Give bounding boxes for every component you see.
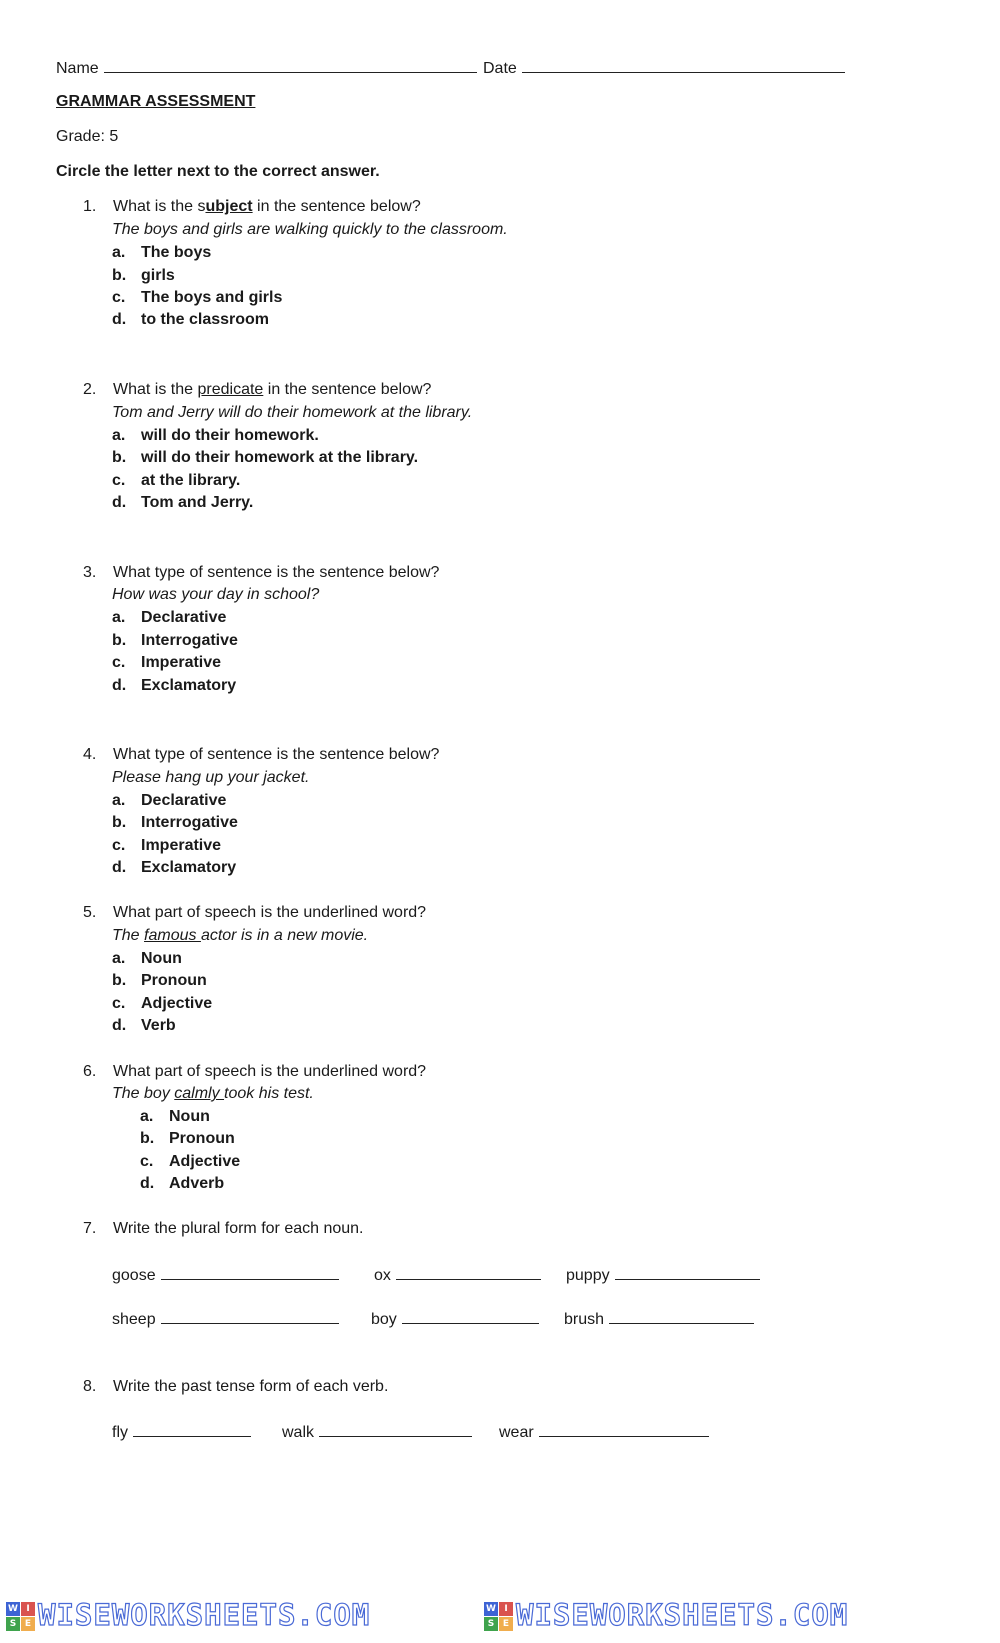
option-letter[interactable]: a. [140,1108,154,1125]
answer-line[interactable] [615,1265,760,1280]
question-number: 5. [83,904,97,921]
option-letter[interactable]: a. [112,950,126,967]
option-letter[interactable]: b. [112,449,127,466]
footer-watermark [0,1596,1000,1636]
answer-option[interactable] [112,836,221,856]
option-letter[interactable]: b. [112,632,127,649]
sentence-part: actor is in a new movie. [200,927,369,944]
option-text: Adjective [169,1153,241,1170]
question-8 [83,1377,388,1397]
logo-icon [6,1602,36,1632]
answer-option[interactable] [112,608,226,628]
question-6 [83,1062,426,1082]
answer-option[interactable] [112,493,253,513]
answer-line[interactable] [539,1422,709,1437]
word-label: walk [282,1424,315,1441]
answer-blank[interactable] [499,1422,709,1443]
answer-line[interactable] [402,1309,539,1324]
question-3 [83,563,439,583]
word-label: goose [112,1267,156,1284]
answer-option[interactable] [112,971,207,991]
date-field[interactable] [483,58,845,79]
answer-option[interactable] [140,1174,224,1194]
word-label: fly [112,1424,128,1441]
question-4 [83,745,439,765]
option-text: Noun [169,1108,210,1125]
sentence-part: took his test. [224,1085,314,1102]
option-text: Verb [141,1017,176,1034]
question-text: What is the [113,381,198,398]
question-text: Write the past tense form of each verb. [113,1378,389,1395]
example-sentence [112,1084,314,1104]
answer-option[interactable] [112,426,319,446]
option-text: will do their homework. [141,427,319,444]
answer-line[interactable] [396,1265,541,1280]
question-number: 7. [83,1220,97,1237]
logo-letter: W [6,1602,20,1616]
answer-blank[interactable] [112,1309,339,1330]
logo-letter: I [499,1602,513,1616]
option-text: will do their homework at the library. [141,449,419,466]
logo-letter: I [21,1602,35,1616]
name-field[interactable] [56,58,477,79]
question-number: 2. [83,381,97,398]
logo-letter: S [484,1617,498,1631]
option-letter[interactable]: b. [112,972,127,989]
option-text: Interrogative [141,632,238,649]
answer-option[interactable] [112,310,269,330]
question-number: 4. [83,746,97,763]
question-text: What part of speech is the underlined word? [113,1063,427,1080]
option-letter[interactable]: d. [112,859,127,876]
answer-option[interactable] [112,448,418,468]
option-text: Declarative [141,792,227,809]
option-text: Declarative [141,609,227,626]
question-text: Write the plural form for each noun. [113,1220,364,1237]
question-number: 6. [83,1063,97,1080]
brand-text: WISEWORKSHEETS.COM [38,1598,371,1632]
example-sentence: The boys and girls are walking quickly to the classroom. [112,221,508,238]
example-sentence: How was your day in school? [112,586,320,603]
option-letter[interactable]: d. [140,1175,155,1192]
answer-line[interactable] [133,1422,251,1437]
option-letter[interactable]: d. [112,677,127,694]
logo-letter: E [21,1617,35,1631]
answer-option[interactable] [140,1107,210,1127]
option-text: Imperative [141,837,222,854]
answer-line[interactable] [161,1265,339,1280]
word-label: sheep [112,1311,156,1328]
option-letter[interactable]: b. [140,1130,155,1147]
option-letter[interactable]: b. [112,267,127,284]
logo-icon [484,1602,514,1632]
underlined-word: famous [144,927,201,944]
word-label: brush [564,1311,605,1328]
option-text: to the classroom [141,311,270,328]
page-title: GRAMMAR ASSESSMENT [56,93,256,110]
keyword-subject: ubject [205,198,253,215]
option-letter[interactable]: d. [112,311,127,328]
answer-line[interactable] [161,1309,339,1324]
name-line[interactable] [104,58,477,73]
option-text: Tom and Jerry. [141,494,254,511]
option-letter[interactable]: c. [140,1153,154,1170]
brand-text: WISEWORKSHEETS.COM [516,1598,849,1632]
word-label: puppy [566,1267,610,1284]
answer-option[interactable] [112,676,236,696]
logo-letter: S [6,1617,20,1631]
answer-option[interactable] [112,1016,176,1036]
answer-option[interactable] [112,813,238,833]
answer-option[interactable] [112,858,236,878]
question-text: What type of sentence is the sentence below? [113,746,440,763]
option-text: Adverb [169,1175,225,1192]
sentence-part: The boy [112,1085,175,1102]
logo-letter: W [484,1602,498,1616]
question-text: What is the s [113,198,206,215]
answer-option[interactable] [112,994,212,1014]
option-letter[interactable]: c. [112,654,126,671]
name-label: Name [56,60,99,77]
option-text: Pronoun [169,1130,235,1147]
question-2 [83,380,431,400]
word-label: ox [374,1267,391,1284]
answer-blank[interactable] [282,1422,472,1443]
option-text: Exclamatory [141,859,237,876]
option-text: Adjective [141,995,213,1012]
date-label: Date [483,60,517,77]
grade-label: Grade: 5 [56,128,119,145]
answer-option[interactable] [112,288,282,308]
option-text: Imperative [141,654,222,671]
answer-blank[interactable] [371,1309,539,1330]
logo-letter: E [499,1617,513,1631]
answer-option[interactable] [112,631,238,651]
answer-option[interactable] [140,1152,240,1172]
answer-option[interactable] [112,653,221,673]
sentence-part: The [112,927,145,944]
answer-blank[interactable] [374,1265,541,1286]
question-7 [83,1219,364,1239]
option-letter[interactable]: d. [112,1017,127,1034]
question-number: 8. [83,1378,97,1395]
keyword-predicate: predicate [197,381,264,398]
example-sentence [112,926,368,946]
option-letter[interactable]: c. [112,289,126,306]
option-letter[interactable]: b. [112,814,127,831]
question-5 [83,903,426,923]
answer-line[interactable] [609,1309,754,1324]
option-text: The boys and girls [141,289,283,306]
question-number: 3. [83,564,97,581]
example-sentence: Please hang up your jacket. [112,769,310,786]
instruction-text: Circle the letter next to the correct answer. [56,163,380,180]
answer-blank[interactable] [564,1309,754,1330]
answer-option[interactable] [140,1129,235,1149]
answer-option[interactable] [112,791,226,811]
answer-option[interactable] [112,949,182,969]
option-letter[interactable]: a. [112,609,126,626]
underlined-word: calmly [174,1085,225,1102]
question-text: What type of sentence is the sentence below? [113,564,440,581]
answer-blank[interactable] [112,1422,251,1443]
date-line[interactable] [522,58,845,73]
question-text: in the sentence below? [252,198,421,215]
answer-blank[interactable] [566,1265,760,1286]
answer-option[interactable] [112,243,211,263]
answer-option[interactable] [112,471,240,491]
word-label: wear [499,1424,534,1441]
answer-line[interactable] [319,1422,472,1437]
option-letter[interactable]: c. [112,837,126,854]
option-text: at the library. [141,472,241,489]
question-1 [83,197,421,217]
question-text: in the sentence below? [263,381,432,398]
option-text: Exclamatory [141,677,237,694]
word-label: boy [371,1311,397,1328]
option-letter[interactable]: a. [112,244,126,261]
option-letter[interactable]: a. [112,427,126,444]
option-text: Noun [141,950,182,967]
option-letter[interactable]: c. [112,472,126,489]
option-text: Interrogative [141,814,238,831]
option-text: girls [141,267,175,284]
answer-blank[interactable] [112,1265,339,1286]
option-letter[interactable]: d. [112,494,127,511]
option-letter[interactable]: c. [112,995,126,1012]
answer-option[interactable] [112,266,175,286]
option-text: The boys [141,244,212,261]
question-number: 1. [83,198,97,215]
example-sentence: Tom and Jerry will do their homework at the library. [112,404,473,421]
question-text: What part of speech is the underlined word? [113,904,427,921]
option-text: Pronoun [141,972,207,989]
option-letter[interactable]: a. [112,792,126,809]
